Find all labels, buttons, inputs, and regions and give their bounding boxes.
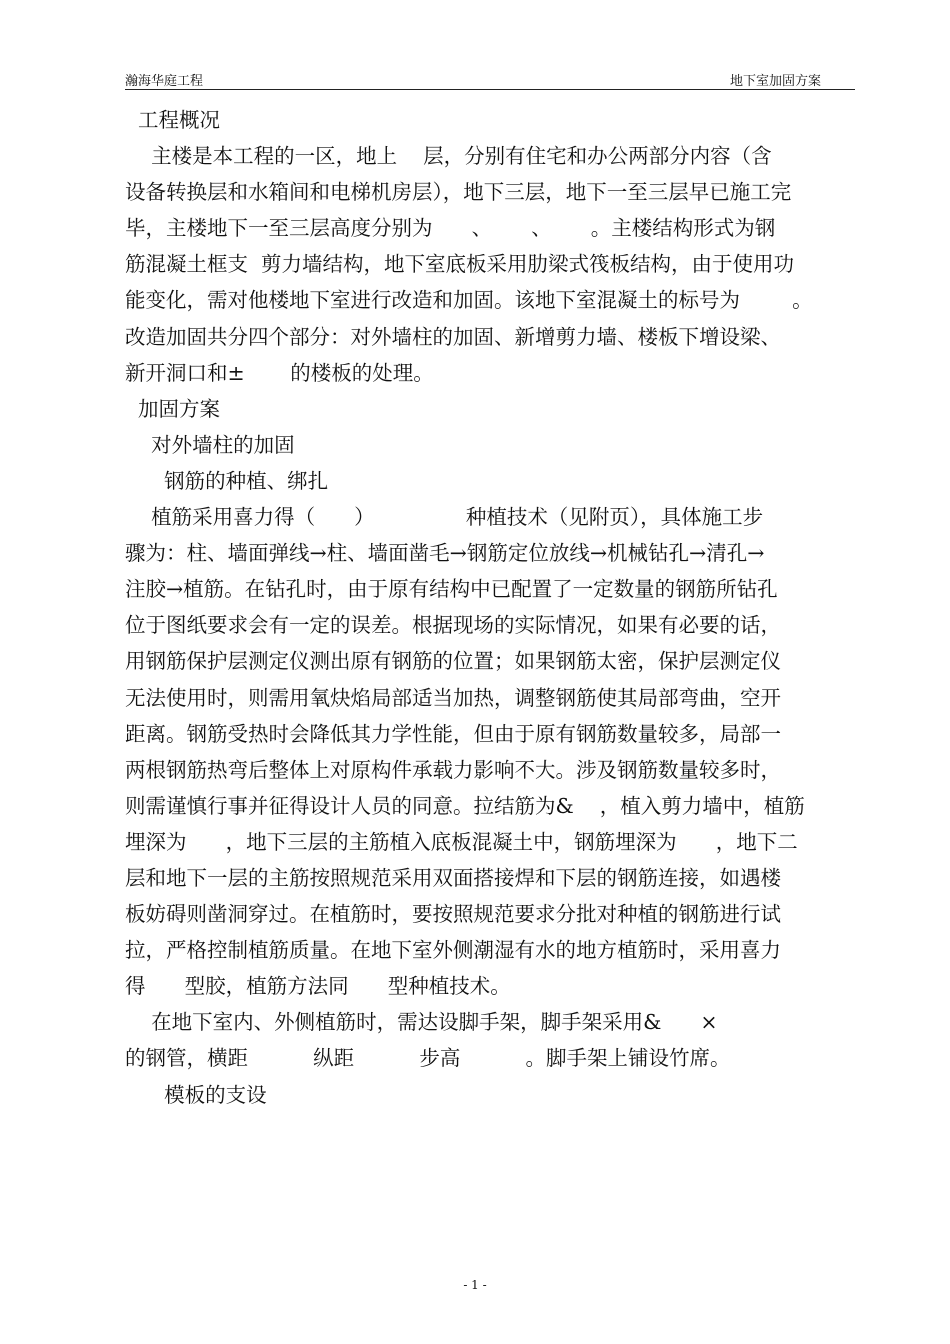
text-line: 加固方案	[125, 396, 221, 421]
text-line: 对外墙柱的加固	[125, 432, 295, 457]
text-line: 新开洞口和± 的楼板的处理。	[125, 360, 434, 385]
text-line: 用钢筋保护层测定仪测出原有钢筋的位置；如果钢筋太密，保护层测定仪	[125, 649, 781, 674]
text-line: 模板的支设	[125, 1082, 267, 1107]
text-line: 设备转换层和水箱间和电梯机房层），地下三层，地下一至三层早已施工完	[125, 180, 792, 205]
text-line: 改造加固共分四个部分：对外墙柱的加固、新增剪力墙、楼板下增设梁、	[125, 324, 781, 349]
text-line: 两根钢筋热弯后整体上对原构件承载力影响不大。涉及钢筋数量较多时，	[125, 757, 781, 782]
header-project-name: 瀚海华庭工程	[125, 74, 204, 89]
text-line: 主楼是本工程的一区，地上 层，分别有住宅和办公两部分内容（含	[125, 144, 772, 169]
text-line: 骤为：柱、墙面弹线→柱、墙面凿毛→钢筋定位放线→机械钻孔→清孔→	[125, 541, 765, 566]
text-line: 工程概况	[125, 108, 221, 132]
text-line: 无法使用时，则需用氧炔焰局部适当加热，调整钢筋使其局部弯曲，空开	[125, 685, 781, 710]
page-header	[125, 70, 855, 90]
text-line: 埋深为 ，地下三层的主筋植入底板混凝土中，钢筋埋深为 ，地下二	[125, 829, 798, 854]
text-line: 注胶→植筋。在钻孔时，由于原有结构中已配置了一定数量的钢筋所钻孔	[125, 577, 778, 602]
text-line: 植筋采用喜力得（ ） 种植技术（见附页），具体施工步	[125, 505, 764, 530]
text-line: 位于图纸要求会有一定的误差。根据现场的实际情况，如果有必要的话，	[125, 613, 781, 638]
text-line: 板妨碍则凿洞穿过。在植筋时，要按照规范要求分批对种植的钢筋进行试	[125, 902, 781, 927]
document-body	[125, 102, 860, 1113]
text-line: 能变化，需对他楼地下室进行改造和加固。该地下室混凝土的标号为 。	[125, 288, 813, 313]
text-line: 得 型胶，植筋方法同 型种植技术。	[125, 974, 511, 999]
page-number: - 1 -	[463, 1278, 487, 1292]
header-rule	[125, 89, 855, 90]
text-line: 毕，主楼地下一至三层高度分别为 、 、 。主楼结构形式为钢	[125, 216, 776, 241]
text-line: 拉，严格控制植筋质量。在地下室外侧潮湿有水的地方植筋时，采用喜力	[125, 938, 781, 963]
text-line: 在地下室内、外侧植筋时，需达设脚手架，脚手架采用& ×	[125, 1010, 718, 1035]
text-line: 钢筋的种植、绑扎	[125, 468, 329, 493]
text-line: 则需谨慎行事并征得设计人员的同意。拉结筋为& ，植入剪力墙中，植筋	[125, 793, 805, 818]
header-document-title: 地下室加固方案	[730, 74, 822, 89]
text-line: 层和地下一层的主筋按照规范采用双面搭接焊和下层的钢筋连接，如遇楼	[125, 865, 781, 890]
text-line: 筋混凝土框支 剪力墙结构，地下室底板采用肋梁式筏板结构，由于使用功	[125, 252, 795, 277]
text-line: 的钢管，横距 纵距 步高 。脚手架上铺设竹席。	[125, 1046, 731, 1071]
text-line: 距离。钢筋受热时会降低其力学性能，但由于原有钢筋数量较多，局部一	[125, 721, 781, 746]
